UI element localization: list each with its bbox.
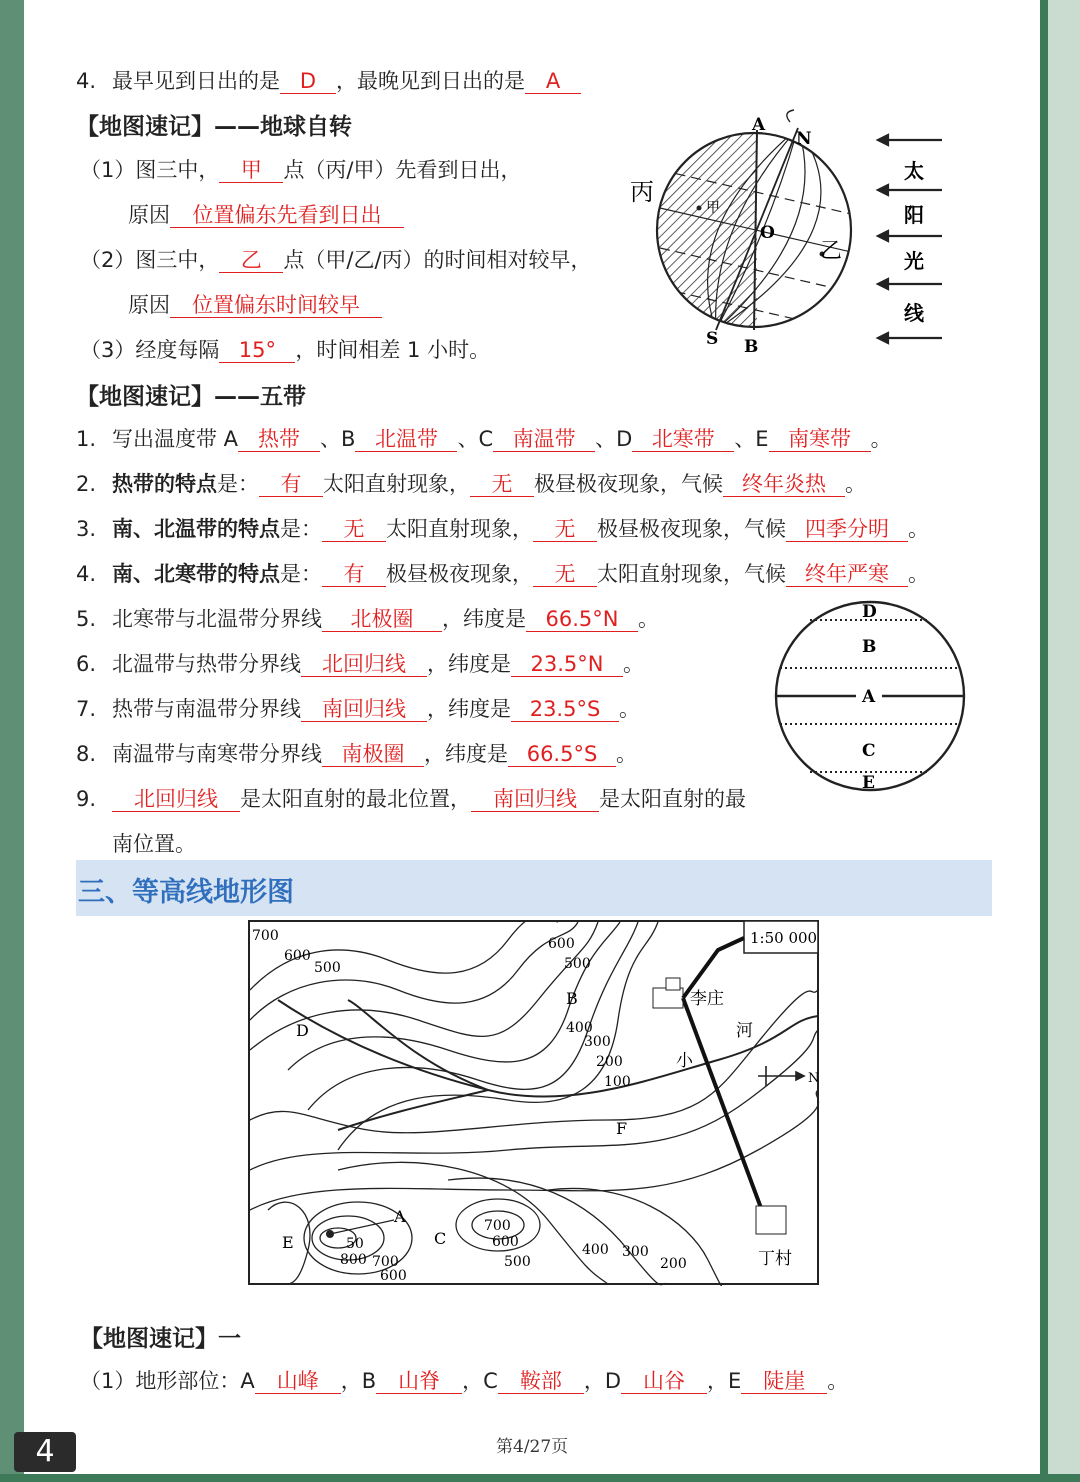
answer-blank: 无	[322, 517, 386, 542]
contour-label: 300	[584, 1034, 611, 1050]
question-text: 。	[638, 607, 659, 631]
label-yi: 乙	[820, 239, 843, 264]
page-frame-left	[0, 0, 24, 1482]
page-frame-bottom	[0, 1474, 1080, 1482]
sun-char-4: 线	[904, 301, 924, 325]
answer-blank: 热带	[238, 427, 320, 452]
answer-blank: 南温带	[493, 427, 595, 452]
label-a: A	[752, 115, 766, 135]
sun-char-2: 阳	[904, 203, 924, 227]
point-b: B	[566, 989, 578, 1008]
reason-label: 原因	[128, 203, 170, 227]
zone-question-4	[76, 559, 929, 589]
answer-blank: 15°	[219, 338, 295, 363]
rotation-reason-2	[128, 290, 382, 320]
north-label: N	[808, 1071, 820, 1086]
rotation-item-1	[80, 155, 521, 185]
answer-blank: A	[525, 69, 581, 94]
zone-label-a: A	[862, 687, 876, 707]
question-text: 极昼极夜现象，气候	[597, 517, 786, 541]
contour-label: 800	[340, 1252, 367, 1268]
point-f: F	[616, 1119, 628, 1138]
question-text: ，最晚见到日出的是	[336, 69, 525, 93]
answer-blank: 位置偏东先看到日出	[170, 203, 404, 228]
contour-label: 600	[492, 1234, 519, 1250]
question-number: 6.	[76, 652, 97, 676]
earth-rotation-diagram	[620, 108, 960, 360]
question-text: 极昼极夜现象，气候	[534, 472, 723, 496]
question-text: 是太阳直射的最	[599, 787, 746, 811]
item-text: 点（丙/甲）先看到日出，	[283, 158, 522, 182]
river-label-xiao: 小	[676, 1051, 693, 1071]
answer-blank: 鞍部	[498, 1369, 584, 1394]
answer-blank: 北温带	[355, 427, 457, 452]
zone-label-c: C	[862, 741, 876, 761]
label-n: N	[796, 129, 812, 149]
zone-question-2	[76, 469, 866, 499]
answer-blank: 无	[533, 517, 597, 542]
question-text: 。	[908, 517, 929, 541]
answer-blank: 南极圈	[322, 742, 424, 767]
question-text: ，C	[462, 1369, 498, 1393]
answer-blank: 四季分明	[786, 517, 908, 542]
answer-blank: 乙	[219, 248, 283, 273]
river-label-he: 河	[736, 1021, 753, 1041]
question-text: 是：	[280, 562, 322, 586]
zone-label-e: E	[862, 773, 875, 793]
answer-blank: 南回归线	[471, 787, 599, 812]
heading-five-zones: 【地图速记】——五带	[76, 384, 306, 410]
label-jia: 甲	[706, 200, 720, 216]
question-text: ，纬度是	[427, 697, 511, 721]
question-number: 4.	[76, 69, 97, 93]
map-scale: 1:50 000	[750, 929, 818, 947]
question-number: 7.	[76, 697, 97, 721]
answer-blank: 北寒带	[632, 427, 734, 452]
zone-label-d: D	[862, 602, 877, 622]
label-o: O	[760, 223, 775, 243]
answer-blank: 北极圈	[322, 607, 442, 632]
point-d: D	[296, 1021, 309, 1040]
answer-blank: 陡崖	[741, 1369, 827, 1394]
question-text: 太阳直射现象，	[386, 517, 533, 541]
answer-blank: 甲	[219, 158, 283, 183]
contour-label: 50	[346, 1236, 364, 1252]
zone-question-1	[76, 424, 892, 454]
contour-label: 400	[566, 1020, 593, 1036]
heading-rotation: 【地图速记】——地球自转	[76, 114, 352, 140]
answer-blank: 有	[259, 472, 323, 497]
page-frame-right	[1046, 0, 1080, 1482]
question-text: 、C	[457, 427, 494, 451]
answer-blank: 山峰	[255, 1369, 341, 1394]
question-text: 、D	[595, 427, 633, 451]
zone-question-3	[76, 514, 929, 544]
label-b: B	[744, 337, 759, 357]
heading-terrain: 【地图速记】一	[80, 1326, 241, 1352]
zone-question-6	[76, 649, 644, 679]
point-c: C	[434, 1229, 447, 1248]
question-text: 太阳直射现象，气候	[597, 562, 786, 586]
question-text-bold: 热带的特点	[112, 472, 217, 496]
question-text: 北温带与热带分界线	[112, 652, 301, 676]
page-footer: 第4/27页	[496, 1437, 569, 1457]
question-number: 5.	[76, 607, 97, 631]
contour-label: 100	[604, 1074, 631, 1090]
question-text: ，E	[707, 1369, 742, 1393]
question-text: 太阳直射现象，	[323, 472, 470, 496]
question-text: ，纬度是	[427, 652, 511, 676]
contour-label: 600	[380, 1268, 407, 1284]
answer-blank: 终年严寒	[786, 562, 908, 587]
answer-blank: 23.5°N	[511, 652, 623, 677]
village-dingcun: 丁村	[758, 1249, 792, 1269]
answer-blank: 66.5°N	[526, 607, 638, 632]
village-lizhuang: 李庄	[690, 989, 724, 1009]
question-text: 。	[870, 427, 892, 451]
question-text: 极昼极夜现象，	[386, 562, 533, 586]
page-number-badge: 4	[14, 1432, 76, 1472]
contour-label: 400	[582, 1242, 609, 1258]
question-number: 1.	[76, 427, 97, 451]
answer-blank: 66.5°S	[508, 742, 616, 767]
question-text-bold: 南、北寒带的特点	[112, 562, 280, 586]
zone-question-7	[76, 694, 640, 724]
item-text: （1）图三中，	[80, 158, 220, 182]
answer-blank: 北回归线	[112, 787, 240, 812]
answer-blank: D	[280, 69, 336, 94]
point-a: A	[394, 1207, 406, 1226]
contour-label: 300	[622, 1244, 649, 1260]
zone-question-9	[76, 784, 746, 814]
question-number: 9.	[76, 787, 97, 811]
item-text: （2）图三中，	[80, 248, 220, 272]
question-text: 。	[616, 742, 637, 766]
rotation-item-2	[80, 245, 592, 275]
question-text: 是：	[217, 472, 259, 496]
question-text: ，纬度是	[442, 607, 526, 631]
question-number: 4.	[76, 562, 97, 586]
point-e: E	[282, 1233, 294, 1252]
rotation-item-3	[80, 335, 490, 365]
item-text: （3）经度每隔	[80, 338, 220, 362]
question-text: 是：	[280, 517, 322, 541]
question-number: 3.	[76, 517, 97, 541]
question-text-bold: 南、北温带的特点	[112, 517, 280, 541]
answer-blank: 南寒带	[769, 427, 871, 452]
question-text: 、E	[734, 427, 769, 451]
question-text: 最早见到日出的是	[112, 69, 280, 93]
five-zones-diagram	[770, 600, 976, 796]
answer-blank: 南回归线	[301, 697, 427, 722]
question-text: ，B	[340, 1369, 377, 1393]
contour-label: 600	[284, 948, 311, 964]
reason-label: 原因	[128, 293, 170, 317]
answer-blank: 无	[533, 562, 597, 587]
answer-blank: 终年炎热	[723, 472, 845, 497]
question-text: 、B	[320, 427, 356, 451]
terrain-question	[80, 1366, 848, 1396]
label-s: S	[706, 329, 719, 349]
zone-question-8	[76, 739, 637, 769]
section-title: 三、等高线地形图	[78, 877, 294, 908]
contour-label: 700	[252, 928, 279, 944]
answer-blank: 山谷	[621, 1369, 707, 1394]
sun-char-3: 光	[904, 249, 924, 273]
globe	[657, 110, 860, 338]
answer-blank: 无	[470, 472, 534, 497]
answer-blank: 位置偏东时间较早	[170, 293, 382, 318]
question-text: ，D	[583, 1369, 621, 1393]
answer-blank: 北回归线	[301, 652, 427, 677]
question-4	[76, 66, 581, 96]
contour-label: 200	[660, 1256, 687, 1272]
item-text: 点（甲/乙/丙）的时间相对较早，	[283, 248, 592, 272]
question-text: 。	[827, 1369, 849, 1393]
label-bing: 丙	[630, 178, 654, 206]
answer-blank: 有	[322, 562, 386, 587]
item-text: ，时间相差 1 小时。	[295, 338, 491, 362]
contour-label: 200	[596, 1054, 623, 1070]
question-text: 写出温度带 A	[112, 427, 239, 451]
question-text: 是太阳直射的最北位置，	[240, 787, 471, 811]
question-text: 。	[908, 562, 929, 586]
question-text: 热带与南温带分界线	[112, 697, 301, 721]
zone-question-9-tail: 南位置。	[112, 832, 196, 856]
question-text: 。	[619, 697, 640, 721]
contour-label: 500	[564, 956, 591, 972]
contour-label: 500	[504, 1254, 531, 1270]
sun-char-1: 太	[904, 159, 924, 183]
question-text: 。	[623, 652, 644, 676]
rotation-reason-1	[128, 200, 404, 230]
zone-label-b: B	[862, 637, 877, 657]
answer-blank: 山脊	[376, 1369, 462, 1394]
question-text: （1）地形部位：A	[80, 1369, 255, 1393]
question-number: 2.	[76, 472, 97, 496]
section-header	[76, 860, 992, 916]
question-number: 8.	[76, 742, 97, 766]
contour-label: 700	[372, 1254, 399, 1270]
contour-label: 700	[484, 1218, 511, 1234]
question-text: 南温带与南寒带分界线	[112, 742, 322, 766]
question-text: 。	[845, 472, 866, 496]
question-text: ，纬度是	[424, 742, 508, 766]
contour-label: 500	[314, 960, 341, 976]
answer-blank: 23.5°S	[511, 697, 619, 722]
contour-label: 600	[548, 936, 575, 952]
page-frame-right-border	[1040, 0, 1048, 1482]
question-text: 北寒带与北温带分界线	[112, 607, 322, 631]
zone-question-5	[76, 604, 659, 634]
contour-map	[248, 920, 820, 1286]
